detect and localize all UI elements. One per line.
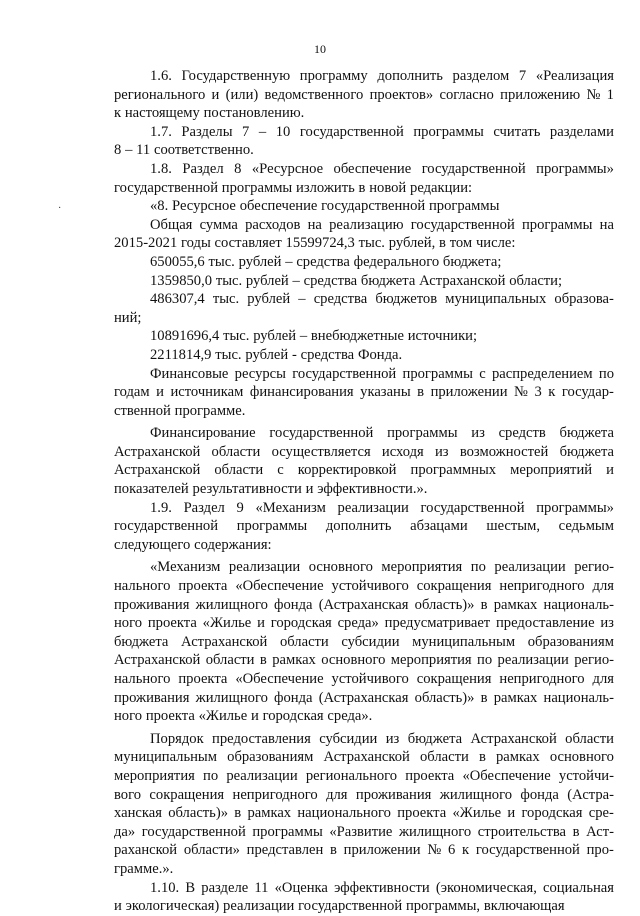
text-line: «8. Ресурсное обеспечение государственной программы (150, 198, 500, 215)
paragraph (114, 197, 614, 216)
text-line: 8 – 11 соответственно. (114, 142, 254, 159)
text-line: 1.8. Раздел 8 «Ресурсное обеспечение государственной программы» (150, 160, 614, 177)
text-line: проживания жилищного фонда (Астраханская область)» в рамках националь- (114, 689, 614, 706)
text-line: раханской области» представлен в приложении № 6 к государственной про- (114, 842, 614, 859)
paragraph (114, 216, 614, 253)
text-line: нального проекта «Обеспечение устойчивого сокращения непригодного для (114, 578, 614, 595)
text-line: годам и источникам финансирования указаны в приложении № 3 к государ- (114, 384, 614, 401)
text-line: Астраханской области в рамках основного мероприятия по реализации регио- (114, 652, 614, 669)
text-line: 2015-2021 годы составляет 15599724,3 тыс. рублей, в том числе: (114, 235, 516, 252)
text-line: бюджета Астраханской области субсидии муниципальным образованиям (114, 633, 614, 650)
paragraph (114, 123, 614, 160)
text-line: Общая сумма расходов на реализацию государственной программы на (150, 216, 614, 233)
paragraph (114, 290, 614, 327)
text-line: муниципальным образованиям Астраханской области в рамках основного (114, 749, 614, 766)
text-line: «Механизм реализации основного мероприятия по реализации регио- (150, 559, 614, 576)
paragraph (114, 558, 614, 725)
text-line: нального проекта «Обеспечение устойчивого сокращения непригодного для (114, 671, 614, 687)
paragraph (114, 253, 614, 272)
text-line: 10891696,4 тыс. рублей – внебюджетные источники; (150, 328, 478, 345)
paragraph (114, 730, 614, 879)
paragraph (114, 365, 614, 421)
text-line: Астраханской области с корректировкой программных мероприятий и (114, 462, 614, 479)
text-line: 1359850,0 тыс. рублей – средства бюджета Астраханской области; (150, 272, 563, 289)
text-line: ного проекта «Жилье и городская среда». (114, 708, 373, 725)
paragraph (114, 424, 614, 498)
text-line: Финансовые ресурсы государственной программы с распределением по (150, 365, 614, 382)
text-line: ственной программе. (114, 402, 246, 419)
text-line: 1.9. Раздел 9 «Механизм реализации государственной программы» (150, 499, 614, 516)
paragraph (114, 499, 614, 555)
paragraph (114, 160, 614, 197)
text-line: следующего содержания: (114, 536, 272, 553)
text-line: государственной программы изложить в новой редакции: (114, 179, 473, 196)
text-line: 2211814,9 тыс. рублей - средства Фонда. (150, 346, 403, 363)
text-line: 486307,4 тыс. рублей – средства бюджетов муниципальных образова- (150, 291, 614, 308)
margin-mark: · (58, 203, 62, 214)
text-line: Порядок предоставления субсидии из бюджета Астраханской области (150, 730, 614, 747)
text-line: 1.6. Государственную программу дополнить разделом 7 «Реализация (150, 68, 614, 84)
page-number: 10 (314, 42, 326, 56)
text-line: 1.10. В разделе 11 «Оценка эффективности (экономическая, социальная (150, 879, 614, 896)
text-line: и экологическая) реализации государственной программы, включающая (114, 898, 565, 915)
text-line: да» государственной программы «Развитие жилищного строительства в Аст- (114, 823, 614, 840)
paragraph (114, 327, 614, 346)
text-line: 650055,6 тыс. рублей – средства федерального бюджета; (150, 253, 502, 270)
paragraph (114, 879, 614, 916)
text-line: проживания жилищного фонда (Астраханская область)» в рамках националь- (114, 596, 614, 613)
text-line: мероприятия по реализации регионального проекта «Обеспечение устойчи- (114, 767, 614, 784)
text-line: к настоящему постановлению. (114, 105, 305, 122)
text-line: Финансирование государственной программы из средств бюджета (150, 425, 614, 442)
text-line: ханская область)» в рамках национального проекта «Жилье и городская сре- (114, 805, 614, 822)
paragraph (114, 346, 614, 365)
paragraph (114, 272, 614, 291)
text-line: Астраханской области осуществляется исходя из возможностей бюджета (114, 443, 614, 460)
document-body (114, 67, 614, 916)
text-line: ного проекта «Жилье и городская среда» предусматривает предоставление из (114, 615, 614, 632)
text-line: ний; (114, 309, 142, 326)
paragraph (114, 67, 614, 123)
text-line: вого сокращения непригодного для проживания жилищного фонда (Астра- (114, 786, 614, 803)
text-line: государственной программы дополнить абзацами шестым, седьмым (114, 518, 614, 535)
text-line: показателей результативности и эффективности.». (114, 481, 428, 498)
text-line: грамме.». (114, 860, 174, 877)
text-line: регионального и (или) ведомственного проектов» согласно приложению № 1 (114, 86, 614, 103)
text-line: 1.7. Разделы 7 – 10 государственной программы считать разделами (150, 123, 614, 140)
